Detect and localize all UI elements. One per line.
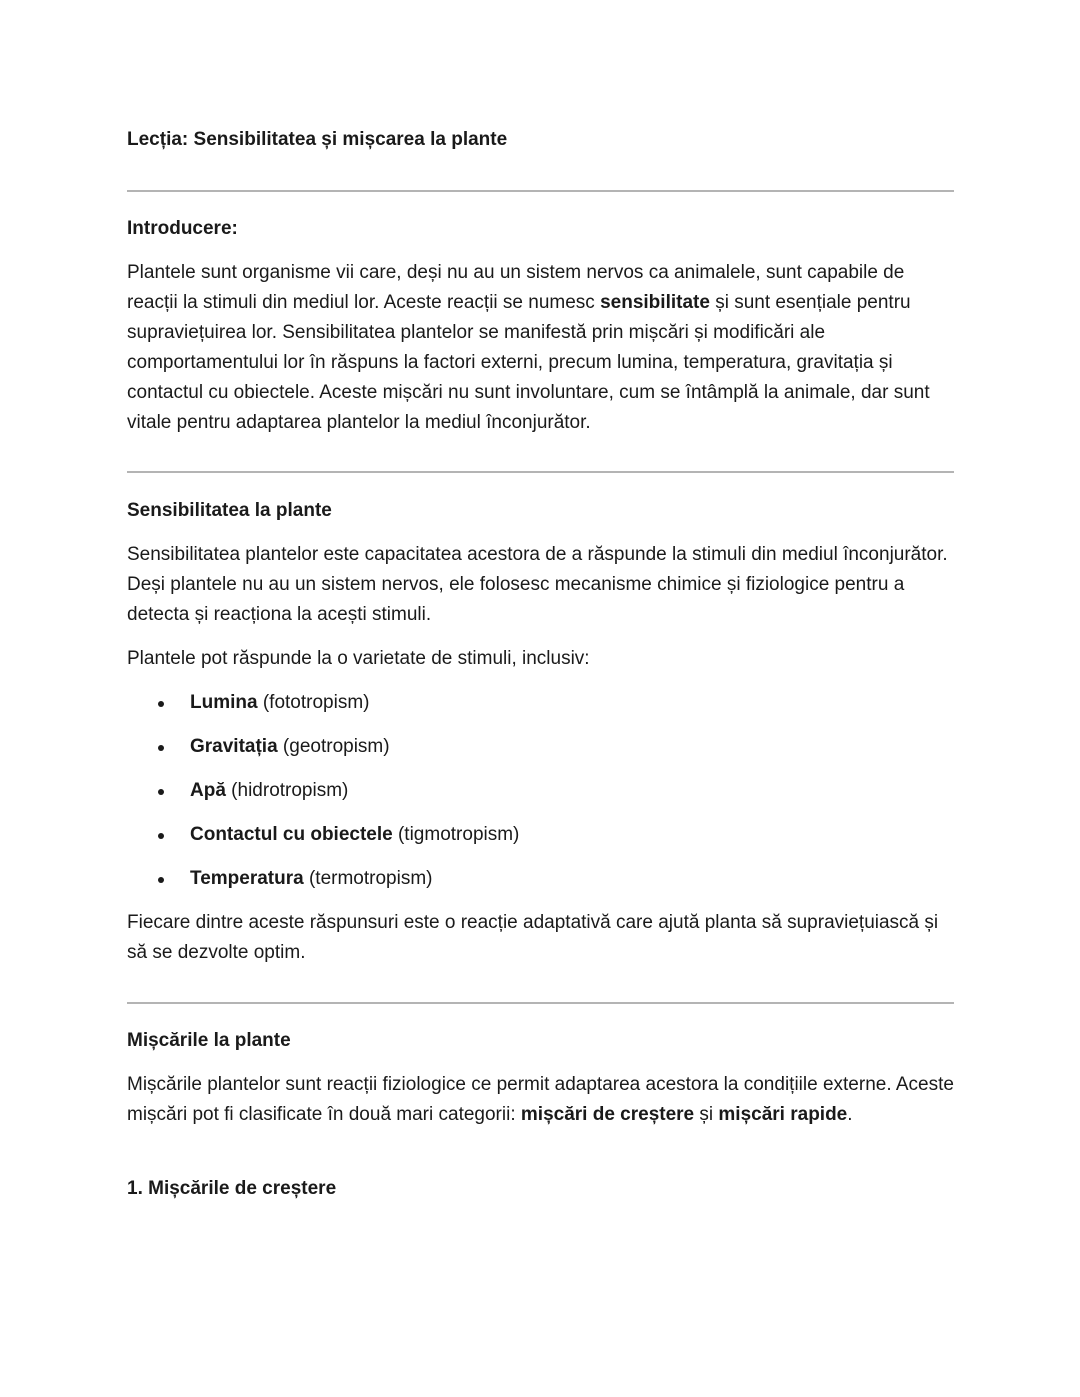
list-item: Gravitația (geotropism) — [127, 733, 519, 777]
list-item: Apă (hidrotropism) — [127, 777, 519, 821]
bullet-icon — [158, 701, 164, 707]
adaptation-paragraph: Fiecare dintre aceste răspunsuri este o reacție adaptativă care ajută planta să supraviețuiască și să se dezvolte optim. — [127, 912, 939, 963]
growth-movements-heading: 1. Mișcările de creștere — [127, 1178, 337, 1199]
bullet-icon — [158, 745, 164, 751]
sensibility-paragraph: Sensibilitatea plantelor este capacitatea acestora de a răspunde la stimuli din mediul înconjurător. Deși plantele nu au un sistem nervos, ele folosesc mecanisme chimice și fiziologice pentru a detecta și reacționa la acești stimuli. — [127, 544, 948, 625]
stimuli-intro: Plantele pot răspunde la o varietate de stimuli, inclusiv: — [127, 648, 590, 669]
bullet-icon — [158, 877, 164, 883]
movements-paragraph: Mișcările plantelor sunt reacții fiziologice ce permit adaptarea acestora la condițiile externe. Aceste mișcări pot fi clasificate în două mari categorii: mișcări de creștere și mișcări rapide. — [127, 1074, 954, 1125]
bullet-icon — [158, 833, 164, 839]
list-item: Contactul cu obiectele (tigmotropism) — [127, 821, 519, 865]
movements-heading: Mișcările la plante — [127, 1030, 291, 1051]
divider — [127, 1002, 954, 1004]
sensibility-heading: Sensibilitatea la plante — [127, 500, 332, 521]
stimuli-list — [127, 689, 519, 909]
intro-paragraph: Plantele sunt organisme vii care, deși nu au un sistem nervos ca animalele, sunt capabile de reacții la stimuli din mediul lor. Aceste reacții se numesc sensibilitate și sunt esențiale pentru supraviețuirea lor. Sensibilitatea plantelor se manifestă prin mișcări și modificări ale comportamentului lor în răspuns la factori externi, precum lumina, temperatura, gravitația și contactul cu obiectele. Aceste mișcări nu sunt involuntare, cum se întâmplă la animale, dar sunt vitale pentru adaptarea plantelor la mediul înconjurător. — [127, 262, 930, 433]
intro-keyword: sensibilitate — [600, 292, 710, 313]
list-item: Temperatura (termotropism) — [127, 865, 519, 909]
lesson-title: Lecția: Sensibilitatea și mișcarea la plante — [127, 129, 508, 150]
divider — [127, 190, 954, 192]
divider — [127, 471, 954, 473]
list-item: Lumina (fototropism) — [127, 689, 519, 733]
bullet-icon — [158, 789, 164, 795]
intro-heading: Introducere: — [127, 218, 238, 239]
